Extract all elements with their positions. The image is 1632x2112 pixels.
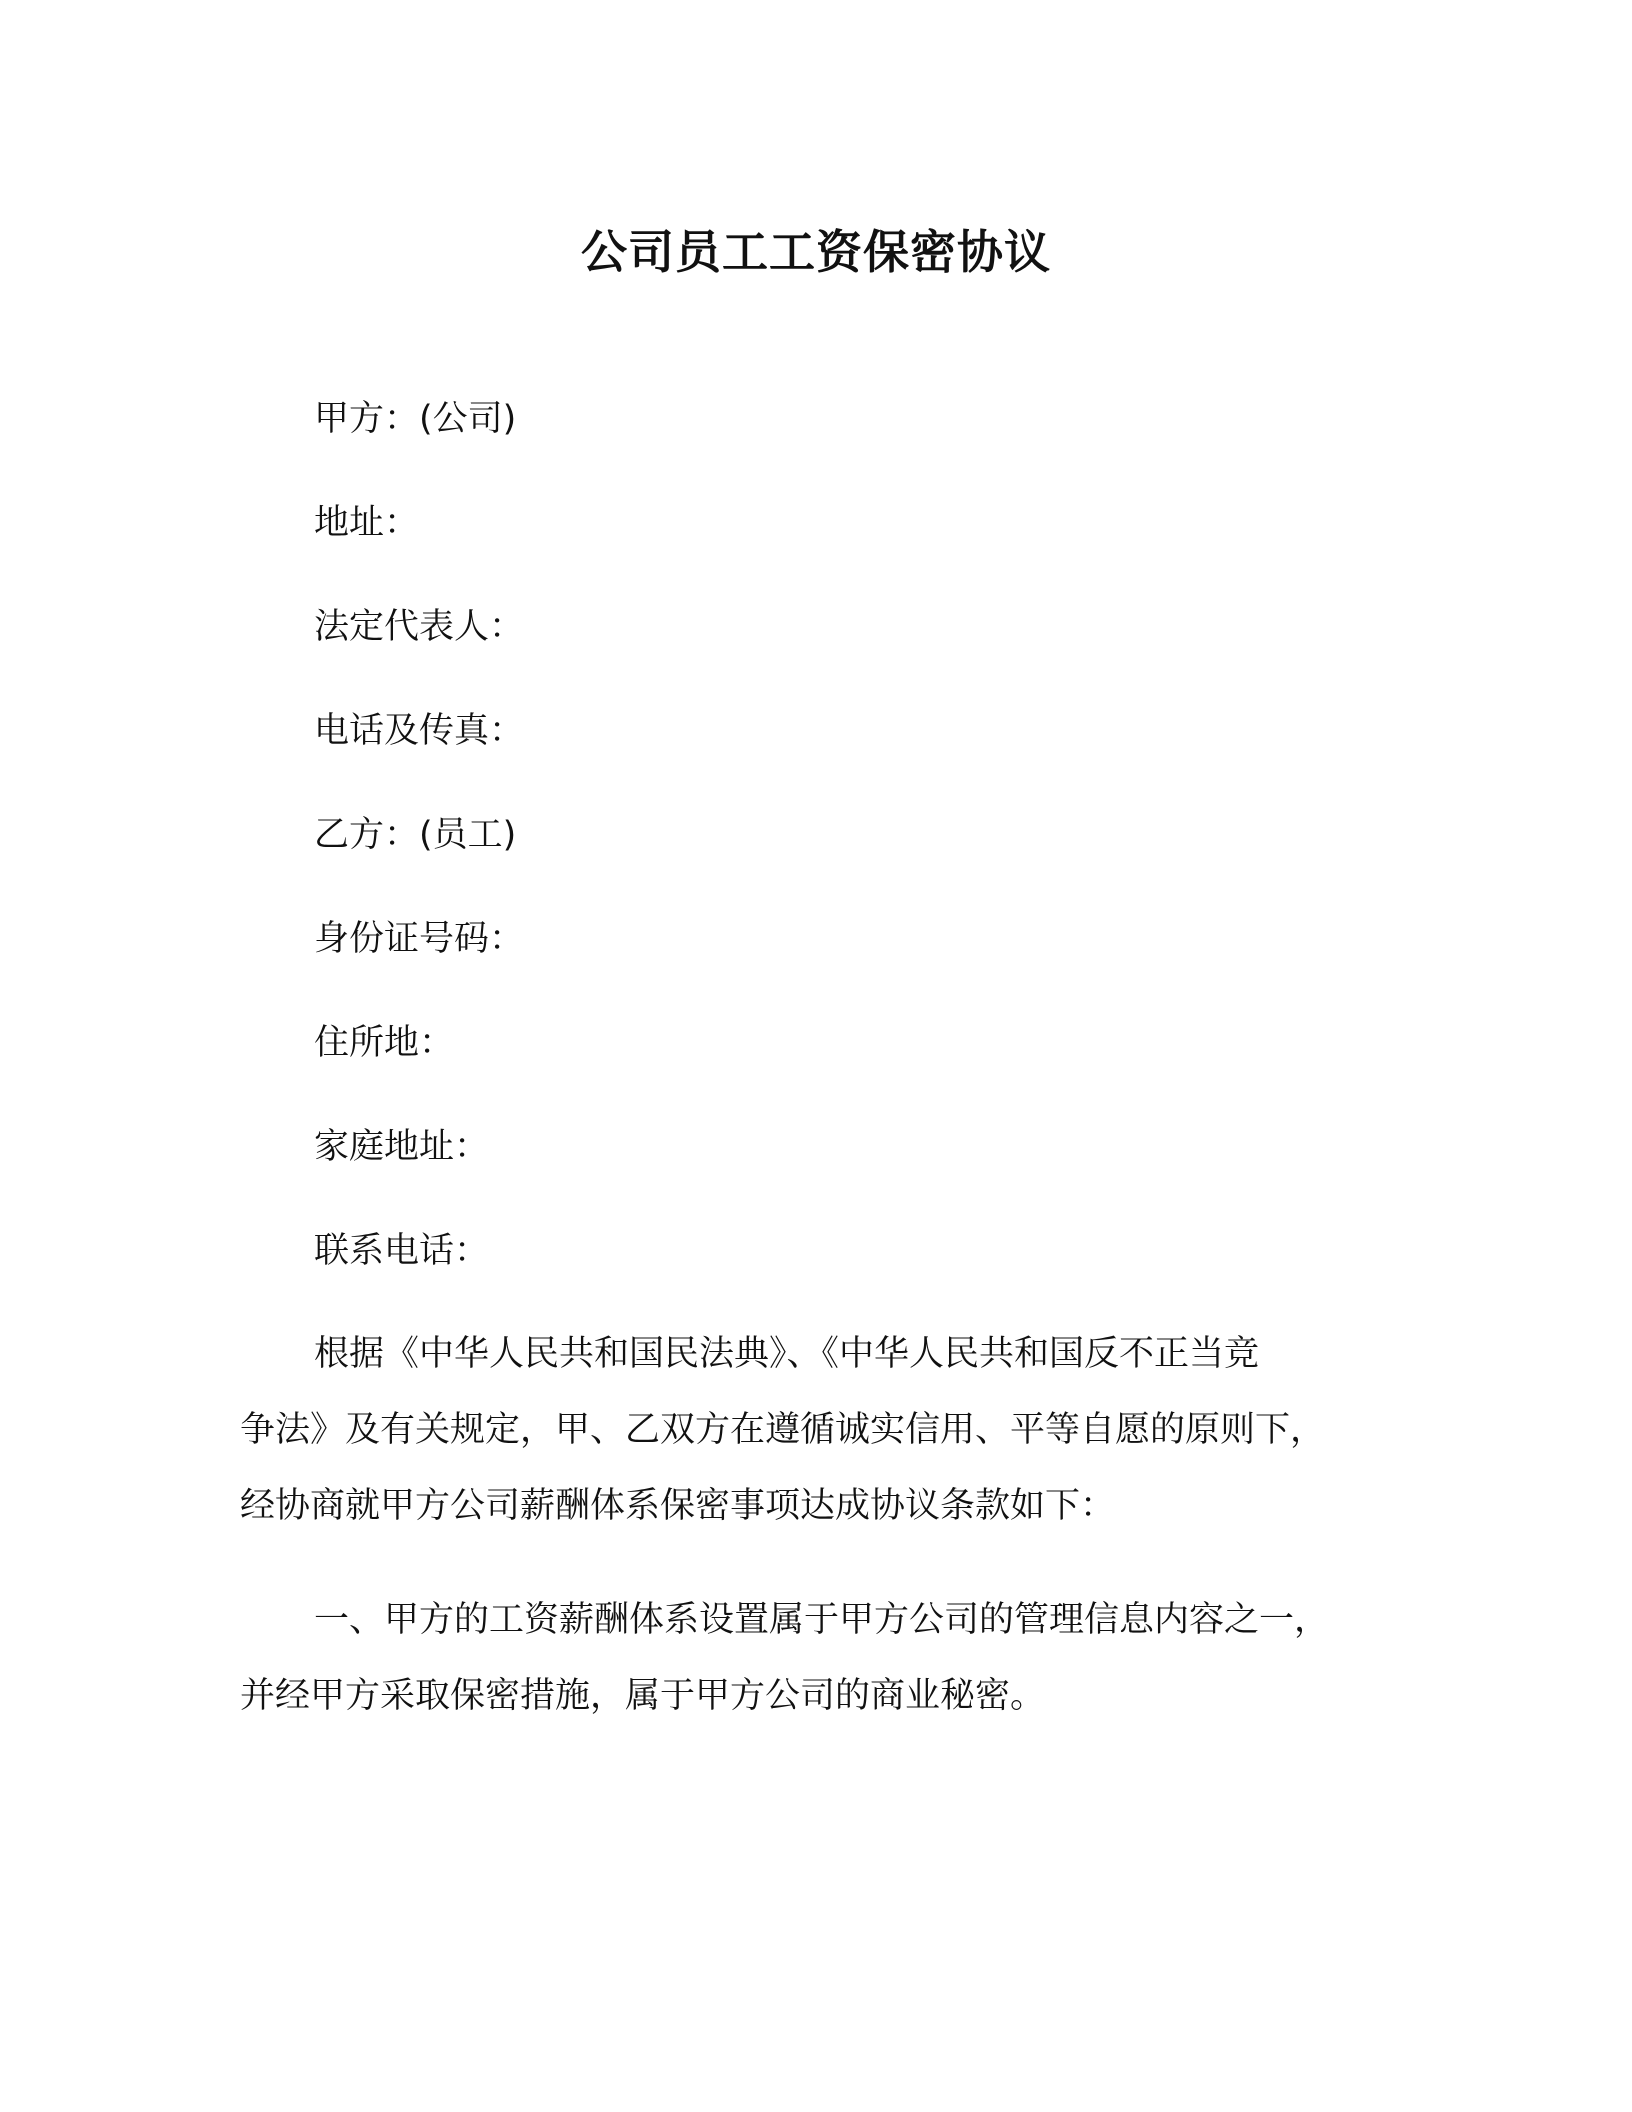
field-party-a: 甲方：(公司) [314, 399, 517, 439]
field-legal-representative: 法定代表人： [314, 607, 525, 647]
field-residence: 住所地： [314, 1023, 455, 1063]
field-home-address: 家庭地址： [314, 1127, 490, 1167]
field-party-b: 乙方：(员工) [314, 815, 517, 855]
paragraph-line: 一、甲方的工资薪酬体系设置属于甲方公司的管理信息内容之一， [314, 1600, 1330, 1640]
field-address: 地址： [314, 503, 420, 543]
field-phone-fax: 电话及传真： [314, 711, 525, 751]
field-contact-phone: 联系电话： [314, 1231, 490, 1271]
paragraph-line: 并经甲方采取保密措施，属于甲方公司的商业秘密。 [240, 1676, 1046, 1716]
party-info-fields [314, 393, 1414, 1329]
paragraph-clause-1 [240, 1582, 1400, 1734]
document-title: 公司员工工资保密协议 [581, 225, 1051, 279]
paragraph-line: 争法》及有关规定，甲、乙双方在遵循诚实信用、平等自愿的原则下， [240, 1410, 1326, 1450]
paragraph-preamble [240, 1316, 1400, 1544]
paragraph-line: 根据《中华人民共和国民法典》、《中华人民共和国反不正当竞 [314, 1334, 1260, 1374]
field-id-number: 身份证号码： [314, 919, 525, 959]
paragraph-line: 经协商就甲方公司薪酬体系保密事项达成协议条款如下： [240, 1486, 1116, 1526]
